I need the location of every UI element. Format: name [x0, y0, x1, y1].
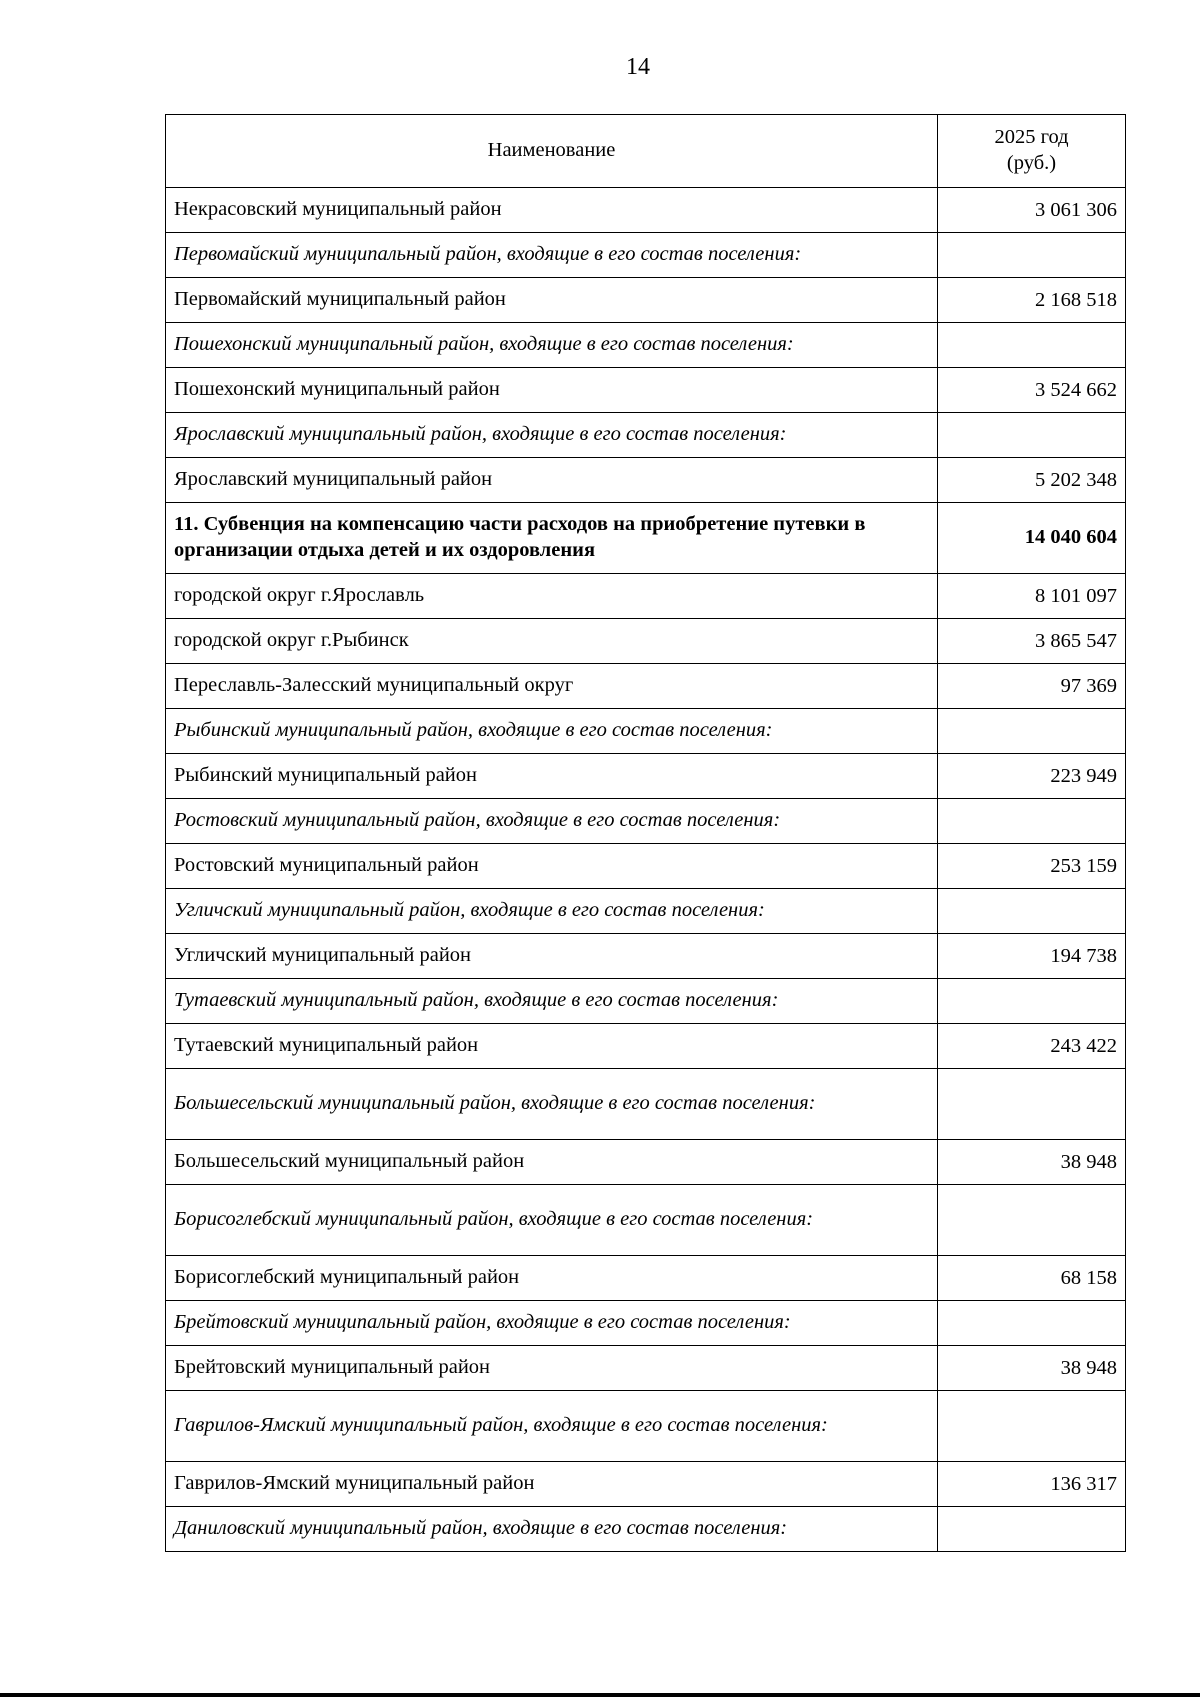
table-row — [166, 188, 1126, 233]
table-row — [166, 368, 1126, 413]
column-header-name: Наименование — [166, 115, 938, 188]
table-row — [166, 619, 1126, 664]
table-row — [166, 799, 1126, 844]
row-name-cell: Тутаевский муниципальный район — [166, 1024, 938, 1069]
bottom-edge-rule — [0, 1693, 1200, 1697]
row-value-cell: 3 865 547 — [938, 619, 1126, 664]
row-name-cell: Рыбинский муниципальный район, входящие в его состав поселения: — [166, 709, 938, 754]
page-number: 14 — [626, 54, 650, 80]
table-row — [166, 1185, 1126, 1256]
table-row — [166, 413, 1126, 458]
row-name-cell: Гаврилов-Ямский муниципальный район, входящие в его состав поселения: — [166, 1391, 938, 1462]
row-name-cell: Рыбинский муниципальный район — [166, 754, 938, 799]
row-value-cell — [938, 1301, 1126, 1346]
table-row — [166, 664, 1126, 709]
row-name-cell: Угличский муниципальный район — [166, 934, 938, 979]
table-row — [166, 1256, 1126, 1301]
row-value-cell: 223 949 — [938, 754, 1126, 799]
row-name-cell: Борисоглебский муниципальный район — [166, 1256, 938, 1301]
row-name-cell: Даниловский муниципальный район, входящие в его состав поселения: — [166, 1507, 938, 1552]
row-value-cell — [938, 799, 1126, 844]
table-row — [166, 278, 1126, 323]
row-value-cell: 3 061 306 — [938, 188, 1126, 233]
row-name-cell: Большесельский муниципальный район — [166, 1140, 938, 1185]
row-name-cell: Переславль-Залесский муниципальный округ — [166, 664, 938, 709]
row-value-cell: 97 369 — [938, 664, 1126, 709]
row-value-cell — [938, 709, 1126, 754]
row-value-cell — [938, 1507, 1126, 1552]
row-value-cell: 8 101 097 — [938, 574, 1126, 619]
row-value-cell: 2 168 518 — [938, 278, 1126, 323]
row-value-cell: 68 158 — [938, 1256, 1126, 1301]
table-row — [166, 323, 1126, 368]
table-row — [166, 1346, 1126, 1391]
row-name-cell: Угличский муниципальный район, входящие в его состав поселения: — [166, 889, 938, 934]
table-row — [166, 709, 1126, 754]
table-header-row — [166, 115, 1126, 188]
row-value-cell — [938, 889, 1126, 934]
row-name-cell: Гаврилов-Ямский муниципальный район — [166, 1462, 938, 1507]
table-row — [166, 503, 1126, 574]
row-name-cell: Брейтовский муниципальный район, входящие в его состав поселения: — [166, 1301, 938, 1346]
column-header-value — [938, 115, 1126, 188]
table-row — [166, 233, 1126, 278]
table-row — [166, 574, 1126, 619]
row-value-cell: 5 202 348 — [938, 458, 1126, 503]
row-name-cell: Некрасовский муниципальный район — [166, 188, 938, 233]
row-value-cell — [938, 1391, 1126, 1462]
row-name-cell: Большесельский муниципальный район, входящие в его состав поселения: — [166, 1069, 938, 1140]
row-name-cell: Борисоглебский муниципальный район, входящие в его состав поселения: — [166, 1185, 938, 1256]
row-value-cell: 38 948 — [938, 1140, 1126, 1185]
row-value-cell: 14 040 604 — [938, 503, 1126, 574]
table-row — [166, 844, 1126, 889]
table-row — [166, 889, 1126, 934]
table-row — [166, 754, 1126, 799]
row-name-cell: Ярославский муниципальный район, входящие в его состав поселения: — [166, 413, 938, 458]
table-row — [166, 934, 1126, 979]
row-value-cell — [938, 413, 1126, 458]
row-name-cell: 11. Субвенция на компенсацию части расходов на приобретение путевки в организации отдыха детей и их оздоровления — [166, 503, 938, 574]
table-row — [166, 979, 1126, 1024]
row-name-cell: городской округ г.Рыбинск — [166, 619, 938, 664]
table-row — [166, 1024, 1126, 1069]
row-value-cell: 253 159 — [938, 844, 1126, 889]
row-value-cell: 38 948 — [938, 1346, 1126, 1391]
row-value-cell: 243 422 — [938, 1024, 1126, 1069]
row-name-cell: Ярославский муниципальный район — [166, 458, 938, 503]
budget-table — [165, 114, 1126, 1552]
table-row — [166, 1140, 1126, 1185]
table-row — [166, 1069, 1126, 1140]
row-value-cell — [938, 1069, 1126, 1140]
table-body — [166, 188, 1126, 1552]
row-value-cell: 136 317 — [938, 1462, 1126, 1507]
row-name-cell: Пошехонский муниципальный район, входящие в его состав поселения: — [166, 323, 938, 368]
budget-table-container — [165, 114, 1125, 1552]
row-value-cell — [938, 1185, 1126, 1256]
table-row — [166, 458, 1126, 503]
table-row — [166, 1391, 1126, 1462]
row-name-cell: городской округ г.Ярославль — [166, 574, 938, 619]
table-row — [166, 1301, 1126, 1346]
row-name-cell: Ростовский муниципальный район, входящие в его состав поселения: — [166, 799, 938, 844]
row-name-cell: Ростовский муниципальный район — [166, 844, 938, 889]
table-row — [166, 1507, 1126, 1552]
row-name-cell: Тутаевский муниципальный район, входящие в его состав поселения: — [166, 979, 938, 1024]
row-value-cell — [938, 233, 1126, 278]
row-name-cell: Первомайский муниципальный район, входящие в его состав поселения: — [166, 233, 938, 278]
row-name-cell: Брейтовский муниципальный район — [166, 1346, 938, 1391]
row-value-cell: 194 738 — [938, 934, 1126, 979]
column-header-unit: (руб.) — [1006, 152, 1057, 174]
row-value-cell — [938, 323, 1126, 368]
row-name-cell: Пошехонский муниципальный район — [166, 368, 938, 413]
row-name-cell: Первомайский муниципальный район — [166, 278, 938, 323]
row-value-cell — [938, 979, 1126, 1024]
table-row — [166, 1462, 1126, 1507]
column-header-year: 2025 год — [994, 126, 1069, 149]
row-value-cell: 3 524 662 — [938, 368, 1126, 413]
